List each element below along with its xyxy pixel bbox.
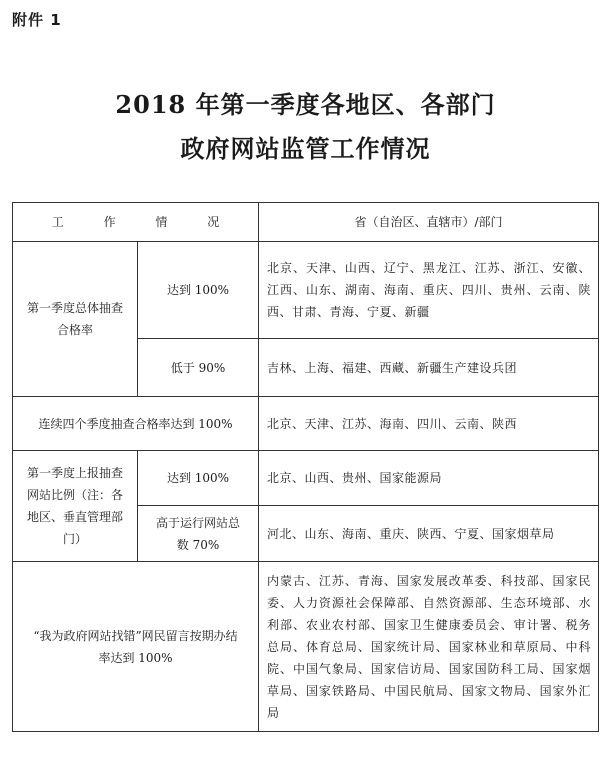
group-cell (13, 242, 138, 397)
list-cell: 北京、天津、江苏、海南、四川、云南、陕西 (259, 397, 599, 451)
group-label: 第一季度上报抽查网站比例（注：各地区、垂直管理部门） (26, 466, 123, 546)
list-cell: 北京、天津、山西、辽宁、黑龙江、江苏、浙江、安徽、江西、山东、湖南、海南、重庆、四川、贵州、云南、陕西、甘肃、青海、宁夏、新疆 (259, 242, 599, 339)
title-line-2: 政府网站监管工作情况 (180, 134, 431, 163)
group-label: “我为政府网站找错”网民留言按期办结率达到 100% (33, 628, 238, 665)
title-line-1: 2018 年第一季度各地区、各部门 (115, 90, 496, 119)
list-cell: 内蒙古、江苏、青海、国家发展改革委、科技部、国家民委、人力资源社会保障部、自然资源部、生态环境部、水利部、农业农村部、国家卫生健康委员会、审计署、税务总局、体育总局、国家统计局、国家林业和草原局、中科院、中国气象局、国家信访局、国家国防科工局、国家烟草局、国家铁路局、中国民航局、国家文物局、国家外汇局 (259, 562, 599, 732)
list-cell: 北京、山西、贵州、国家能源局 (259, 451, 599, 506)
table-row (13, 562, 599, 732)
list-cell: 吉林、上海、福建、西藏、新疆生产建设兵团 (259, 339, 599, 397)
sub-cell: 低于 90% (138, 339, 259, 397)
group-cell (13, 562, 259, 732)
table-row (13, 242, 599, 339)
group-cell: 连续四个季度抽查合格率达到 100% (13, 397, 259, 451)
sub-cell: 达到 100% (138, 242, 259, 339)
group-label: 第一季度总体抽查合格率 (27, 301, 124, 337)
header-work-status: 工 作 情 况 (13, 203, 259, 242)
sub-cell: 达到 100% (138, 451, 259, 506)
sub-label: 高于运行网站总数 70% (155, 515, 240, 552)
list-cell: 河北、山东、海南、重庆、陕西、宁夏、国家烟草局 (259, 506, 599, 562)
table-row (13, 451, 599, 506)
table-row (13, 397, 599, 451)
group-cell (13, 451, 138, 562)
attachment-label: 附件 1 (12, 11, 62, 29)
sub-cell (138, 506, 259, 562)
table-header-row (13, 203, 599, 242)
header-region-dept: 省（自治区、直辖市）/部门 (259, 203, 599, 242)
supervision-table (12, 202, 599, 732)
